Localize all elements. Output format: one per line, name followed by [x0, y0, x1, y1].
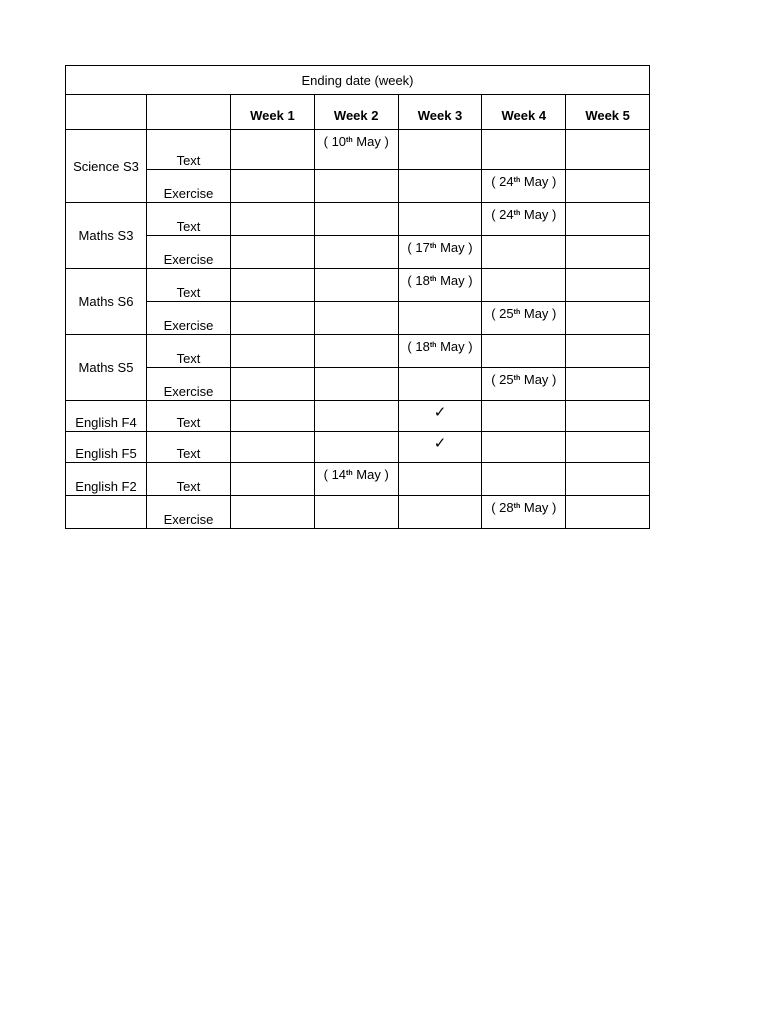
row-type-label: Exercise — [147, 496, 231, 529]
column-header-week3: Week 3 — [398, 95, 482, 130]
column-header-week5: Week 5 — [566, 95, 650, 130]
date-cell: ( 25th May ) — [482, 368, 566, 401]
check-mark-icon: ✓ — [398, 401, 482, 432]
table-row — [66, 368, 650, 401]
subject-label: Maths S6 — [66, 269, 147, 335]
blank-subject-cell — [66, 496, 147, 529]
row-type-label: Text — [147, 401, 231, 432]
table-title: Ending date (week) — [66, 66, 650, 95]
date-cell: ( 14th May ) — [314, 463, 398, 496]
date-cell: ( 10th May ) — [314, 130, 398, 170]
table-row — [66, 130, 650, 170]
row-type-label: Text — [147, 432, 231, 463]
row-type-label: Text — [147, 463, 231, 496]
subject-label: Science S3 — [66, 130, 147, 203]
table-row — [66, 432, 650, 463]
subject-label: Maths S5 — [66, 335, 147, 401]
row-type-label: Exercise — [147, 368, 231, 401]
date-cell: ( 24th May ) — [482, 203, 566, 236]
date-cell: ( 28th May ) — [482, 496, 566, 529]
subject-label: English F4 — [66, 401, 147, 432]
table-row — [66, 269, 650, 302]
date-cell: ( 17th May ) — [398, 236, 482, 269]
date-cell: ( 18th May ) — [398, 269, 482, 302]
subject-label: Maths S3 — [66, 203, 147, 269]
row-type-label: Exercise — [147, 302, 231, 335]
table-row — [66, 170, 650, 203]
table-row — [66, 401, 650, 432]
title-row — [66, 66, 650, 95]
date-cell: ( 18th May ) — [398, 335, 482, 368]
row-type-label: Text — [147, 203, 231, 236]
date-cell: ( 25th May ) — [482, 302, 566, 335]
table-row — [66, 335, 650, 368]
table-row — [66, 203, 650, 236]
header-row — [66, 95, 650, 130]
column-header-week2: Week 2 — [314, 95, 398, 130]
subject-label: English F5 — [66, 432, 147, 463]
subject-label: English F2 — [66, 463, 147, 496]
date-cell: ( 24th May ) — [482, 170, 566, 203]
table-row — [66, 236, 650, 269]
column-header-week1: Week 1 — [231, 95, 315, 130]
row-type-label: Exercise — [147, 236, 231, 269]
table-row — [66, 496, 650, 529]
blank-header-cell — [66, 95, 147, 130]
table-row — [66, 463, 650, 496]
check-mark-icon: ✓ — [398, 432, 482, 463]
row-type-label: Text — [147, 269, 231, 302]
table-row — [66, 302, 650, 335]
column-header-week4: Week 4 — [482, 95, 566, 130]
row-type-label: Text — [147, 335, 231, 368]
row-type-label: Text — [147, 130, 231, 170]
blank-header-cell — [147, 95, 231, 130]
schedule-table — [65, 65, 650, 529]
row-type-label: Exercise — [147, 170, 231, 203]
